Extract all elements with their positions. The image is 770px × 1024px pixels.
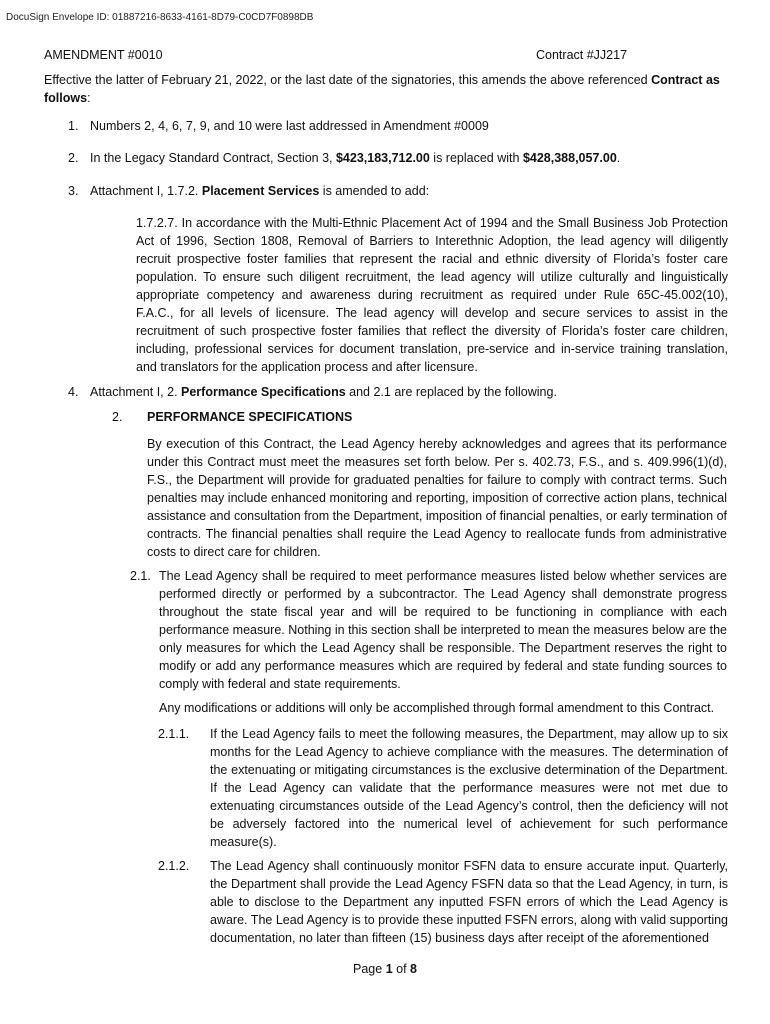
item-2-number: 2. (68, 151, 79, 165)
item-2-end: . (616, 151, 621, 165)
item-2-old-amount: $423,183,712.00 (335, 151, 430, 165)
item-4-text (90, 383, 730, 401)
item-4-bold: Performance Specifications (181, 385, 346, 399)
section-2-paragraph: By execution of this Contract, the Lead Agency hereby acknowledges and agrees that its performance under this Contract must meet the measures set forth below. Per s. 402.73, F.S., and s. 409.996(1)(d), F.S., the Department will provide for graduated penalties for failure to comply with contract terms. Such penalties may include enhanced monitoring and reporting, imposition of corrective action plans, technical assistance and consultation from the Department, imposition of financial penalties, or early termination of contracts. The financial penalties shall require the Lead Agency to reallocate funds from administrative costs to direct care for children. (147, 437, 727, 559)
section-2-1-number: 2.1. (130, 569, 151, 583)
item-1-number: 1. (68, 119, 79, 133)
intro-paragraph (44, 71, 734, 107)
intro-bold: Contract as follows (44, 73, 720, 105)
section-2-1-2-paragraph: The Lead Agency shall continuously monitor FSFN data to ensure accurate input. Quarterly, the Department shall provide the Lead Agency FSFN data so that the Lead Agency, in turn, is able to disclose to the Department any inputted FSFN errors of which the Lead Agency is aware. The Lead Agency is to provide these inputted FSFN errors, along with valid supporting documentation, no later than fifteen (15) business days after receipt of the aforementioned (210, 859, 728, 945)
contract-number: Contract #JJ217 (536, 48, 628, 62)
section-2-title: PERFORMANCE SPECIFICATIONS (147, 410, 353, 424)
item-3-number: 3. (68, 184, 79, 198)
placement-services-paragraph: 1.7.2.7. In accordance with the Multi-Ethnic Placement Act of 1994 and the Small Business Job Protection Act of 1996, Section 1808, Removal of Barriers to Interethnic Adoption, the lead agency will diligently recruit prospective foster families that represent the racial and ethnic diversity of Florida’s foster care population. To ensure such diligent recruitment, the lead agency will utilize culturally and linguistically appropriate competency and awareness during recruitment as required under Rule 65C-45.002(10), F.A.C., for all levels of licensure. The lead agency will develop and secure services to assist in the recruitment of such prospective foster families that reflect the diversity of Florida’s foster care children, including, professional services for document translation, pre-service and in-service training translation, and translators for the application process and after licensure. (136, 216, 728, 374)
section-2-number: 2. (112, 410, 123, 424)
item-3-end: is amended to add: (319, 184, 430, 198)
amendment-number: AMENDMENT #0010 (44, 48, 163, 62)
item-2-new-amount: $428,388,057.00 (522, 151, 617, 165)
intro-text: Effective the latter of February 21, 2022, or the last date of the signatories, this amends the above referenced (44, 73, 652, 87)
item-3-text (90, 182, 730, 200)
section-2-1-1-number: 2.1.1. (158, 727, 190, 741)
page-number: 1 (385, 962, 393, 976)
intro-end: : (87, 91, 91, 105)
page-of: of (392, 962, 411, 976)
page-label: Page (353, 962, 386, 976)
page-total: 8 (410, 962, 417, 976)
item-3-pre: Attachment I, 1.7.2. (90, 184, 202, 198)
envelope-id: DocuSign Envelope ID: 01887216-8633-4161-8D79-C0CD7F0898DB (6, 12, 314, 23)
item-2-mid: is replaced with (429, 151, 523, 165)
item-3-bold: Placement Services (201, 184, 320, 198)
item-4-end: and 2.1 are replaced by the following. (345, 385, 557, 399)
section-2-1-paragraph: The Lead Agency shall be required to meet performance measures listed below whether services are performed directly or performed by a subcontractor. The Lead Agency shall demonstrate progress throughout the state fiscal year and will be required to be functioning in compliance with each performance measure. Nothing in this section shall be interpreted to mean the measures below are the only measures for which the Lead Agency shall be responsible. The Department reserves the right to modify or add any performance measures which are required by federal and state funding sources to comply with federal and state requirements. (159, 569, 727, 691)
section-2-1-modifications: Any modifications or additions will only be accomplished through formal amendment to this Contract. (159, 701, 715, 715)
item-2-pre: In the Legacy Standard Contract, Section 3, (90, 151, 336, 165)
item-4-pre: Attachment I, 2. (90, 385, 182, 399)
section-2-1-1-paragraph: If the Lead Agency fails to meet the following measures, the Department, may allow up to six months for the Lead Agency to achieve compliance with the measures. The determination of the extenuating or mitigating circumstances is the exclusive determination of the Department. If the Lead Agency can validate that the performance measures were not met due to extenuating circumstances outside of the Lead Agency’s control, then the deficiency will not be adversely factored into the numerical level of achievement for such performance measure(s). (210, 727, 728, 849)
section-2-1-2-number: 2.1.2. (158, 859, 190, 873)
page-footer (0, 962, 770, 976)
item-4-number: 4. (68, 385, 79, 399)
item-1-text: Numbers 2, 4, 6, 7, 9, and 10 were last addressed in Amendment #0009 (90, 119, 489, 133)
item-2-text (90, 149, 730, 167)
